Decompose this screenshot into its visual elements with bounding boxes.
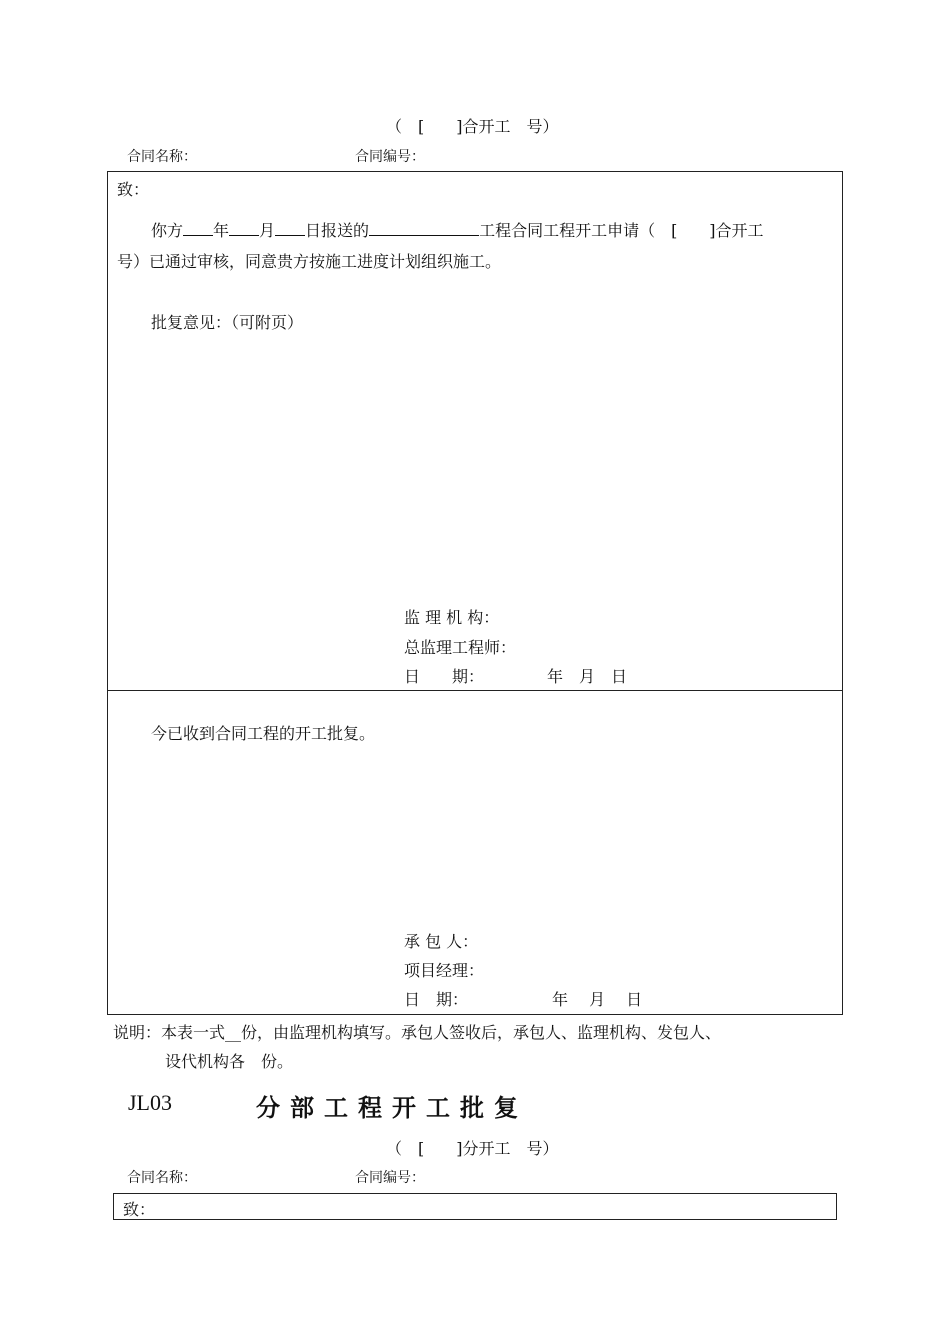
supervisor-date-label: 日 期：: [404, 667, 485, 686]
form1-body-line1: [151, 218, 764, 241]
supervisor-date-ymd: 年 月 日: [547, 667, 628, 686]
supervisor-org-label: 监 理 机 构：: [404, 608, 500, 627]
form2-title: 分部工程开工批复: [256, 1094, 528, 1122]
form2-contract-name-label: 合同名称：: [127, 1170, 197, 1186]
year-blank[interactable]: [183, 219, 213, 236]
contractor-label: 承 包 人：: [404, 932, 479, 951]
chief-engineer-label: 总监理工程师：: [404, 638, 517, 657]
month-blank[interactable]: [229, 219, 259, 236]
form2-number-line: （ [ ]分开工 号）: [386, 1139, 559, 1158]
body-application: 工程合同工程开工申请（ [ ]合开工: [479, 221, 764, 240]
form1-opinion-label: 批复意见：（可附页）: [151, 313, 304, 332]
note-line1: 说明：本表一式__份，由监理机构填写。承包人签收后，承包人、监理机构、发包人、: [113, 1023, 722, 1042]
form2-table: [113, 1193, 837, 1220]
body-you: 你方: [151, 221, 184, 240]
body-submitted: 日报送的: [305, 221, 370, 240]
form1-contract-no-label: 合同编号：: [355, 149, 425, 165]
day-blank[interactable]: [275, 219, 305, 236]
project-manager-label: 项目经理：: [404, 961, 485, 980]
form2-contract-no-label: 合同编号：: [355, 1170, 425, 1186]
form1-section-divider: [108, 690, 842, 691]
body-year: 年: [213, 221, 230, 240]
receipt-text: 今已收到合同工程的开工批复。: [151, 724, 376, 743]
body-month: 月: [259, 221, 276, 240]
contractor-date-label: 日 期：: [404, 990, 469, 1009]
form1-number-line: （ [ ]合开工 号）: [386, 117, 559, 136]
contractor-date-ymd: 年 月 日: [552, 990, 643, 1009]
form1-to-label: 致：: [117, 180, 150, 199]
note-line2: 设代机构各 份。: [165, 1052, 294, 1071]
form1-contract-name-label: 合同名称：: [127, 149, 197, 165]
form1-table: [107, 171, 843, 1015]
form2-code: JL03: [128, 1090, 172, 1115]
form1-body-line2: 号）已通过审核，同意贵方按施工进度计划组织施工。: [117, 252, 502, 271]
form2-to-label: 致：: [123, 1200, 156, 1219]
project-blank[interactable]: [369, 219, 479, 236]
